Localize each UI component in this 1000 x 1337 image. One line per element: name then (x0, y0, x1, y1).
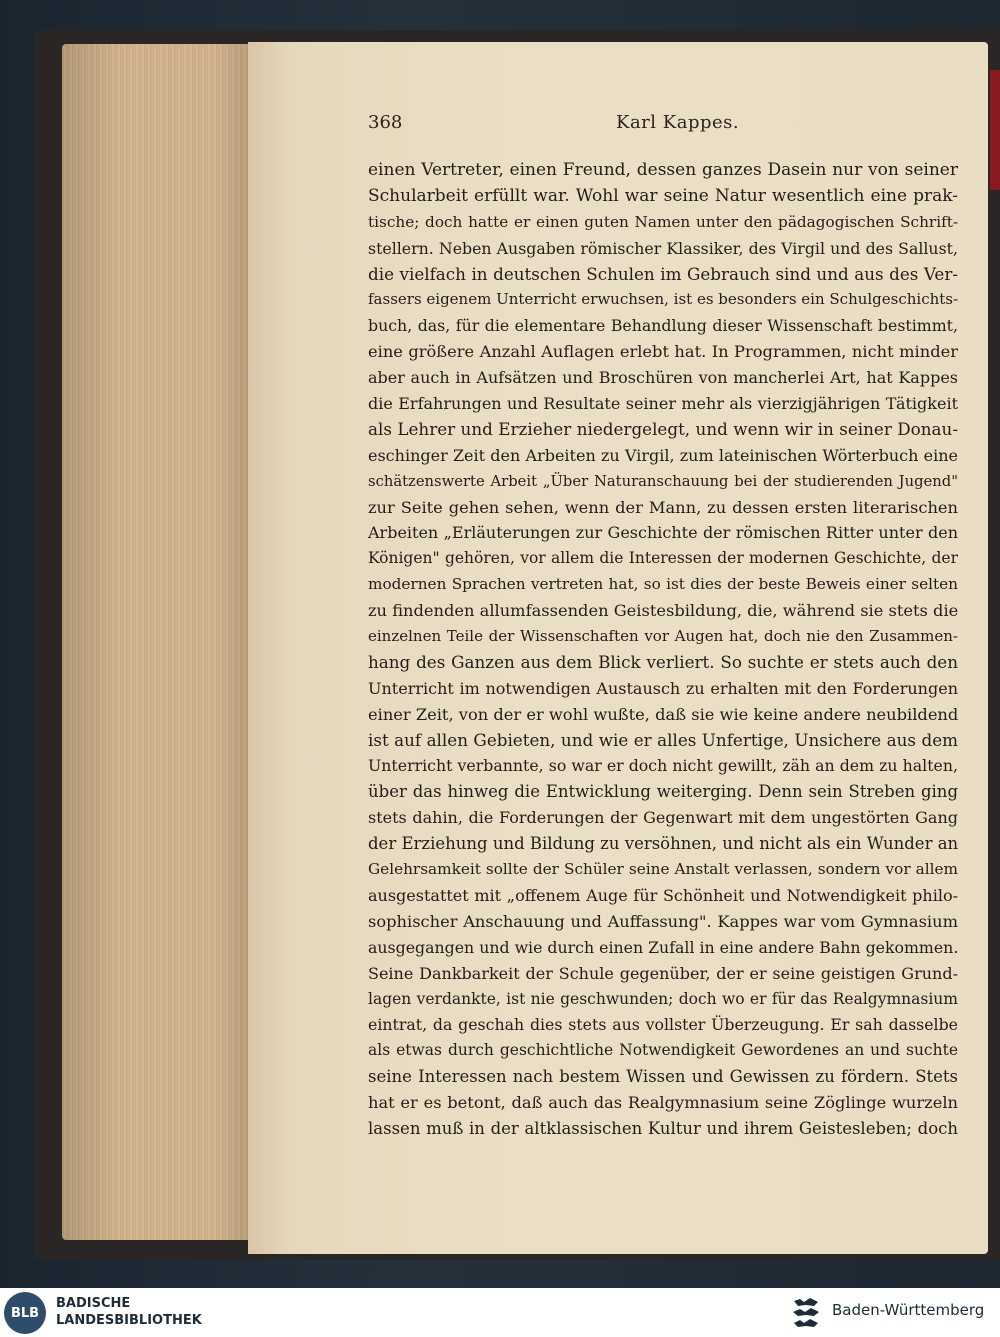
text-line: fassers eigenem Unterricht erwuchsen, ist es besonders ein Schulgeschichts- (368, 290, 958, 309)
text-line: Arbeiten „Erläuterungen zur Geschichte der römischen Ritter unter den (368, 523, 958, 543)
text-line: einzelnen Teile der Wissenschaften vor Augen hat, doch nie den Zusammen- (368, 627, 958, 646)
text-line: hat er es betont, daß auch das Realgymnasium seine Zöglinge wurzeln (368, 1093, 958, 1113)
blb-logo[interactable]: BLB (4, 1292, 46, 1334)
text-line: ausgestattet mit „offenem Auge für Schönheit und Notwendigkeit philo- (368, 885, 958, 905)
text-line: seine Interessen nach bestem Wissen und Gewissen zu fördern. Stets (368, 1067, 958, 1087)
text-line: Unterricht verbannte, so war er doch nicht gewillt, zäh an dem zu halten, (368, 756, 958, 776)
footer-bar (0, 1288, 1000, 1337)
page-number: 368 (368, 112, 403, 133)
body-text (368, 158, 958, 1142)
text-line: die vielfach in deutschen Schulen im Gebrauch sind und aus des Ver- (368, 263, 958, 284)
text-line: eintrat, da geschah dies stets aus vollster Überzeugung. Er sah dasselbe (368, 1015, 958, 1035)
text-line: die Erfahrungen und Resultate seiner mehr als vierzigjährigen Tätigkeit (368, 394, 958, 414)
text-line: über das hinweg die Entwicklung weiterging. Denn sein Streben ging (368, 782, 958, 802)
library-name-line1: BADISCHE (56, 1296, 131, 1311)
text-line: einer Zeit, von der er wohl wußte, daß sie wie keine andere neubildend (368, 704, 958, 724)
text-line: sophischer Anschauung und Auffassung". Kappes war vom Gymnasium (368, 911, 958, 931)
page-edges-shade (62, 44, 252, 1240)
text-line: ausgegangen und wie durch einen Zufall in eine andere Bahn gekommen. (368, 937, 958, 957)
text-line: eschinger Zeit den Arbeiten zu Virgil, zum lateinischen Wörterbuch eine (368, 445, 958, 465)
text-line: zu findenden allumfassenden Geistesbildung, die, während sie stets die (368, 601, 958, 621)
running-head: Karl Kappes. (616, 112, 740, 133)
text-line: als etwas durch geschichtliche Notwendigkeit Gewordenes an und suchte (368, 1041, 958, 1060)
text-line: buch, das, für die elementare Behandlung dieser Wissenschaft bestimmt, (368, 316, 958, 336)
text-line: modernen Sprachen vertreten hat, so ist dies der beste Beweis einer selten (368, 575, 958, 594)
text-line: stellern. Neben Ausgaben römischer Klassiker, des Virgil und des Sallust, (368, 238, 958, 258)
text-line: als Lehrer und Erzieher niedergelegt, und wenn wir in seiner Donau- (368, 418, 958, 439)
text-line: Schularbeit erfüllt war. Wohl war seine Natur wesentlich eine prak- (368, 185, 958, 206)
text-line: lassen muß in der altklassischen Kultur und ihrem Geistesleben; doch (368, 1118, 958, 1138)
cover-bookmark-edge (990, 70, 1000, 190)
text-line: aber auch in Aufsätzen und Broschüren von mancherlei Art, hat Kappes (368, 368, 958, 388)
text-line: Unterricht im notwendigen Austausch zu erhalten mit den Forderungen (368, 678, 958, 698)
text-line: einen Vertreter, einen Freund, dessen ganzes Dasein nur von seiner (368, 160, 958, 180)
text-line: zur Seite gehen sehen, wenn der Mann, zu dessen ersten literarischen (368, 497, 958, 517)
state-name[interactable]: Baden-Württemberg (832, 1301, 985, 1319)
text-line: Gelehrsamkeit sollte der Schüler seine Anstalt verlassen, sondern vor allem (368, 860, 958, 879)
coat-of-arms-icon[interactable] (790, 1293, 822, 1331)
text-line: eine größere Anzahl Auflagen erlebt hat. In Programmen, nicht minder (368, 342, 958, 362)
text-line: ist auf allen Gebieten, und wie er alles Unfertige, Unsichere aus dem (368, 729, 958, 750)
text-line: stets dahin, die Forderungen der Gegenwart mit dem ungestörten Gang (368, 808, 958, 828)
text-line: schätzenswerte Arbeit „Über Naturanschauung bei der studierenden Jugend" (368, 472, 958, 490)
page-header (368, 112, 958, 140)
text-line: Seine Dankbarkeit der Schule gegenüber, der er seine geistigen Grund- (368, 963, 958, 983)
text-line: der Erziehung und Bildung zu versöhnen, und nicht als ein Wunder an (368, 834, 958, 854)
text-line: hang des Ganzen aus dem Blick verliert. So suchte er stets auch den (368, 651, 958, 672)
library-name-line2: LANDESBIBLIOTHEK (56, 1313, 202, 1328)
text-line: tische; doch hatte er einen guten Namen unter den pädagogischen Schrift- (368, 212, 958, 231)
library-name[interactable] (56, 1295, 202, 1329)
text-line: lagen verdankte, ist nie geschwunden; doch wo er für das Realgymnasium (368, 989, 958, 1008)
text-line: Königen" gehören, vor allem die Interessen der modernen Geschichte, der (368, 549, 958, 568)
